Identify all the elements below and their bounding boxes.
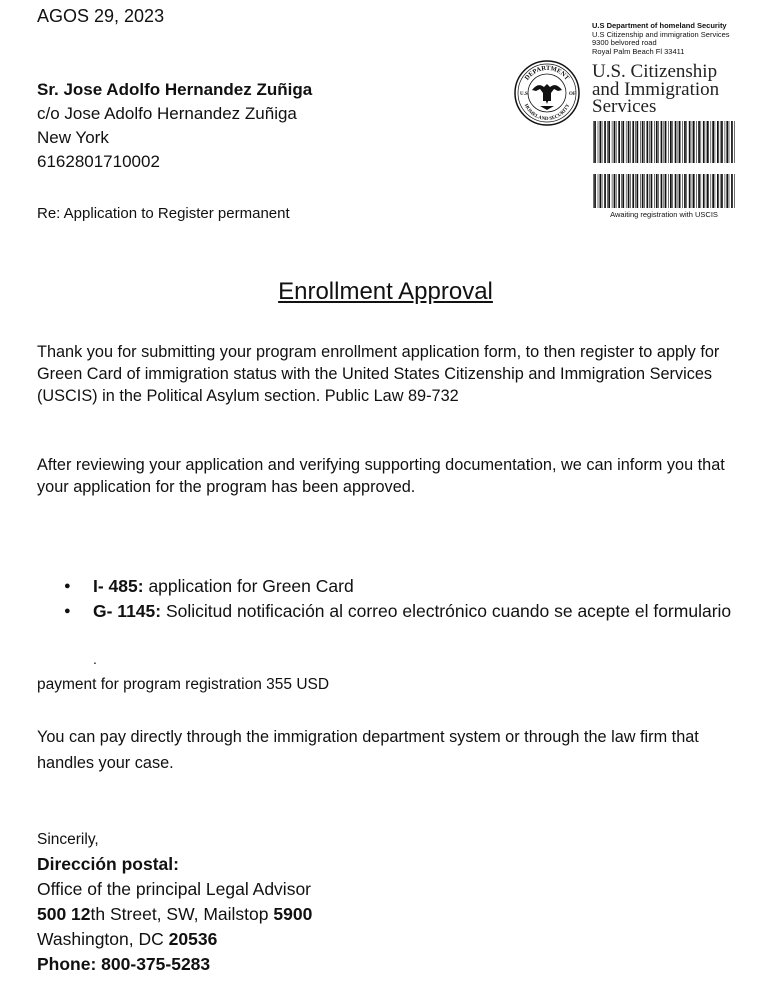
street-text: th Street, SW, Mailstop bbox=[90, 904, 274, 924]
form-description: Solicitud notificación al correo electrónico cuando se acepte el formulario bbox=[161, 601, 732, 621]
agency-department: U.S Department of homeland Security bbox=[592, 21, 727, 30]
recipient-name: Sr. Jose Adolfo Hernandez Zuñiga bbox=[37, 80, 313, 99]
signature-block bbox=[37, 827, 312, 977]
forms-list bbox=[64, 574, 744, 624]
seal-right-text: OF bbox=[569, 92, 576, 97]
recipient-block bbox=[37, 78, 312, 174]
form-description: application for Green Card bbox=[143, 576, 354, 596]
zip-code: 20536 bbox=[168, 929, 218, 949]
barcode-label: Awaiting registration with USCIS bbox=[610, 210, 718, 219]
barcode-secondary-icon bbox=[593, 174, 735, 208]
approval-paragraph: After reviewing your application and verifying supporting documentation, we can inform you that your application for the program has been approved. bbox=[37, 456, 725, 496]
uscis-brand bbox=[592, 63, 719, 116]
city-text: Washington, DC bbox=[37, 929, 169, 949]
street-number: 500 12 bbox=[37, 904, 91, 924]
form-code: G- 1145: bbox=[93, 601, 162, 621]
re-line: Re: Application to Register permanent bbox=[37, 205, 290, 222]
page-title-text: Enrollment Approval bbox=[278, 278, 493, 305]
seal-top-text: DEPARTMENT bbox=[523, 64, 571, 82]
recipient-care-of: c/o Jose Adolfo Hernandez Zuñiga bbox=[37, 104, 297, 123]
phone-number: Phone: 800-375-5283 bbox=[37, 954, 211, 974]
stray-period: . bbox=[93, 651, 97, 667]
agency-city: Royal Palm Beach Fl 33411 bbox=[592, 46, 685, 56]
closing: Sincerily, bbox=[37, 831, 99, 848]
agency-street: 9300 belvored road bbox=[592, 38, 657, 47]
brand-line: and Immigration bbox=[592, 78, 720, 100]
barcode-primary-icon bbox=[593, 121, 735, 163]
agency-office: U.S Citizenship and immigration Services bbox=[592, 29, 730, 39]
page-title bbox=[0, 278, 771, 306]
recipient-number: 6162801710002 bbox=[37, 152, 160, 171]
mailstop-number: 5900 bbox=[273, 904, 313, 924]
postal-city bbox=[37, 927, 312, 952]
seal-bottom-text: HOMELAND SECURITY bbox=[522, 103, 572, 123]
postal-heading: Dirección postal: bbox=[37, 854, 179, 874]
payment-line: payment for program registration 355 USD bbox=[37, 676, 330, 693]
agency-address bbox=[592, 22, 730, 56]
brand-line: U.S. Citizenship bbox=[592, 61, 718, 82]
intro-paragraph: Thank you for submitting your program enrollment application form, to then register to apply for Green Card of immigration status with the United States Citizenship and Immigration Services (USCIS) in the Political Asylum section. Public Law 89-732 bbox=[37, 343, 720, 405]
postal-street bbox=[37, 902, 312, 927]
list-item bbox=[64, 574, 744, 599]
form-code: I- 485: bbox=[93, 576, 144, 596]
brand-line: Services bbox=[592, 96, 657, 117]
letter-date: AGOS 29, 2023 bbox=[37, 6, 165, 26]
postal-office: Office of the principal Legal Advisor bbox=[37, 879, 312, 899]
payment-paragraph: You can pay directly through the immigration department system or through the law firm that handles your case. bbox=[37, 728, 699, 772]
list-item bbox=[64, 599, 744, 624]
dhs-seal-icon bbox=[514, 60, 580, 126]
recipient-city: New York bbox=[37, 128, 109, 147]
seal-left-text: U.S. bbox=[520, 92, 529, 97]
